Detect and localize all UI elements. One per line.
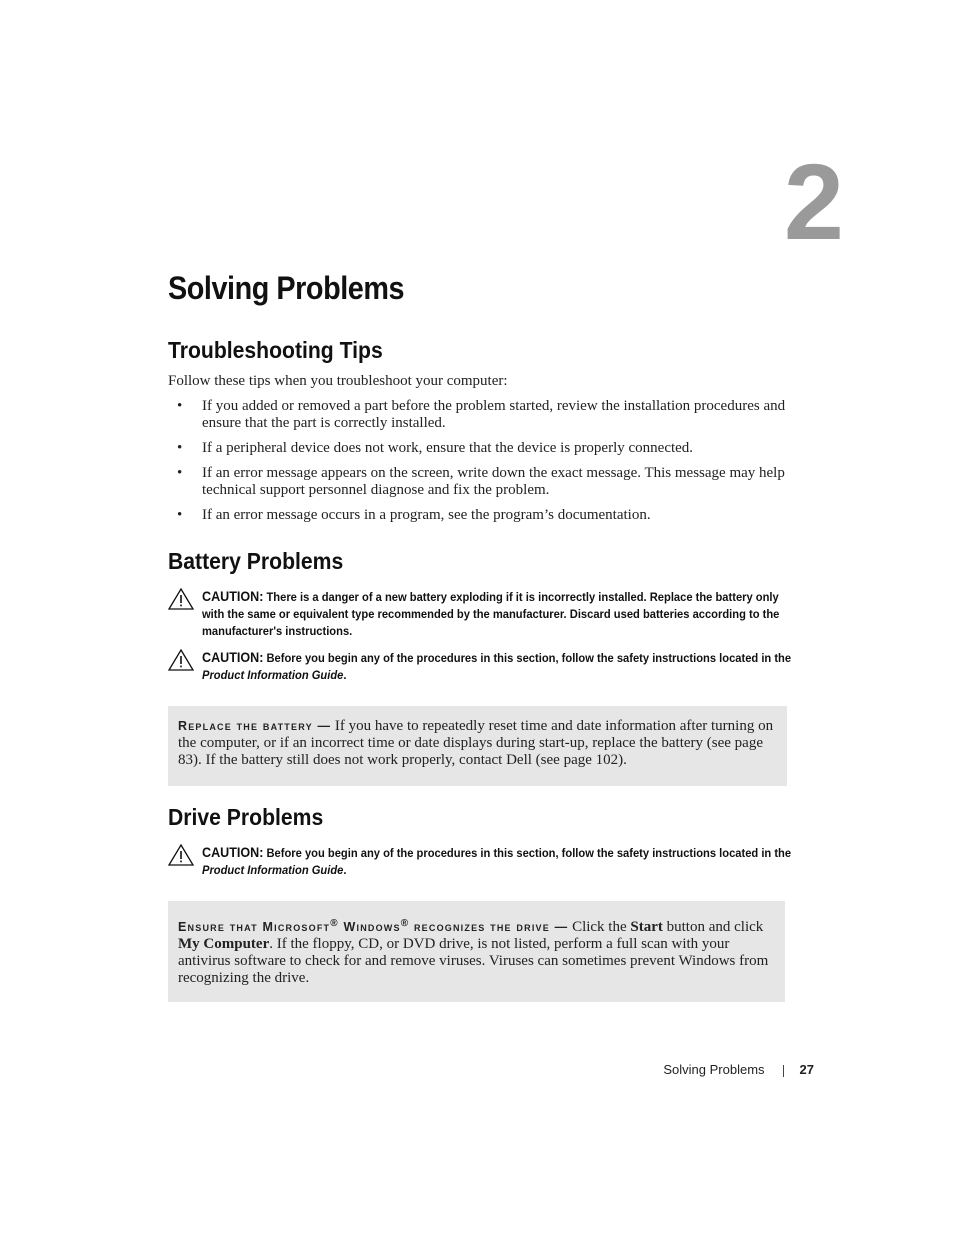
caution-label: CAUTION: <box>202 845 264 860</box>
caution-icon <box>168 588 194 610</box>
drive-caution: CAUTION: Before you begin any of the procedures in this section, follow the safety instructions located in the Product Information Guide. <box>168 844 768 879</box>
caution-icon <box>168 844 194 866</box>
start-button-ref: Start <box>630 919 663 936</box>
list-item: • If an error message appears on the screen, write down the exact message. This message may help technical support personnel diagnose and fix the problem. <box>177 465 785 498</box>
guide-reference: Product Information Guide <box>202 863 344 877</box>
battery-caution-1: CAUTION: There is a danger of a new battery exploding if it is incorrectly installed. Replace the battery only with the same or equivalent type recommended by the manufacturer. Discard used batteries according to the manufacturer's instructions. <box>168 588 768 640</box>
caution-label: CAUTION: <box>202 650 264 665</box>
drive-tip-box <box>168 901 785 1002</box>
chapter-number: 2 <box>783 141 844 262</box>
guide-reference: Product Information Guide <box>202 668 344 682</box>
tip-text: Click the Start button and click My Computer. If the floppy, CD, or DVD drive, is not listed, perform a full scan with your antivirus software to check for and remove viruses. Viruses can sometimes prevent Windows from recognizing the drive. <box>178 919 769 987</box>
troubleshooting-list <box>168 398 788 532</box>
page-number: 27 <box>799 1062 814 1077</box>
list-item: • If you added or removed a part before the problem started, review the installation procedures and ensure that the part is correctly installed. <box>177 398 786 431</box>
footer-separator <box>783 1065 784 1077</box>
caution-icon <box>168 649 194 671</box>
battery-caution-2: CAUTION: Before you begin any of the procedures in this section, follow the safety instructions located in the Product Information Guide. <box>168 649 768 684</box>
drive-heading: Drive Problems <box>168 804 324 830</box>
caution-label: CAUTION: <box>202 589 264 604</box>
battery-heading: Battery Problems <box>168 548 344 574</box>
my-computer-ref: My Computer <box>178 936 270 953</box>
footer-section: Solving Problems <box>663 1062 765 1077</box>
tip-text: If you have to repeatedly reset time and date information after turning on the computer, or if an incorrect time or date displays during start-up, replace the battery (see page 83). If the battery still does not work properly, contact Dell (see page 102). <box>178 718 774 768</box>
troubleshooting-heading: Troubleshooting Tips <box>168 337 383 363</box>
list-item: • If a peripheral device does not work, ensure that the device is properly connected. <box>177 440 694 456</box>
page-title: Solving Problems <box>168 270 405 306</box>
battery-tip-box <box>168 706 787 786</box>
troubleshooting-intro: Follow these tips when you troubleshoot your computer: <box>168 373 508 389</box>
page-footer <box>663 1062 814 1077</box>
list-item: • If an error message occurs in a program, see the program’s documentation. <box>177 507 651 523</box>
tip-lead: Replace the battery — <box>178 719 332 733</box>
tip-lead: Ensure that Microsoft® Windows® recognizes the drive — <box>178 918 569 935</box>
